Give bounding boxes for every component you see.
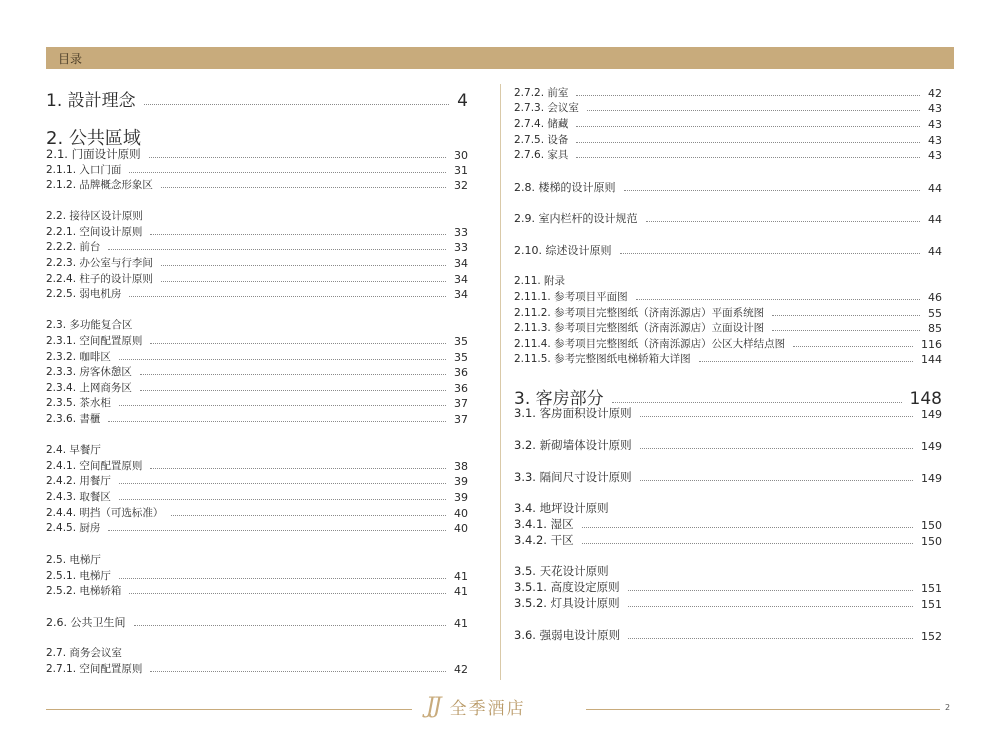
toc-entry-label: 2.2.1. 空间设计原则 (46, 226, 143, 238)
toc-entry-page: 85 (928, 322, 942, 335)
toc-entry-page: 149 (921, 440, 942, 453)
subsection-heading: 2.11. 附录 (514, 275, 566, 287)
toc-entry-label: 3.3. 隔间尺寸设计原则 (514, 470, 632, 484)
toc-entry-page: 55 (928, 307, 942, 320)
column-divider (500, 84, 501, 680)
toc-entry-label: 2.9. 室内栏杆的设计规范 (514, 212, 638, 225)
toc-entry-label: 2.3.5. 茶水柜 (46, 397, 111, 409)
dot-leader (582, 527, 913, 528)
subsection-heading: 2.2. 接待区设计原则 (46, 210, 143, 222)
toc-entry-page: 149 (921, 472, 942, 485)
toc-entry-page: 36 (454, 382, 468, 395)
toc-entry[interactable] (46, 380, 468, 395)
dot-leader (129, 296, 446, 297)
toc-entry[interactable] (514, 516, 942, 532)
subsection-heading: 3.4. 地坪设计原则 (514, 501, 609, 515)
toc-entry-label: 2.1.1. 入口门面 (46, 164, 122, 176)
toc-entry[interactable] (514, 405, 942, 421)
toc-entry-page: 4 (457, 91, 468, 111)
toc-entry-label: 2.3.2. 咖啡区 (46, 351, 111, 363)
toc-entry-page: 36 (454, 366, 468, 379)
toc-entry-page: 41 (454, 585, 468, 598)
subsection-heading: 2.3. 多功能复合区 (46, 319, 133, 331)
toc-entry[interactable] (514, 147, 942, 162)
footer-rule-right (586, 709, 940, 710)
dot-leader (161, 265, 446, 266)
toc-entry[interactable] (514, 437, 942, 453)
dot-leader (140, 374, 446, 375)
toc-entry[interactable] (514, 336, 942, 351)
page-number: 2 (945, 703, 951, 712)
toc-entry-page: 40 (454, 522, 468, 535)
dot-leader (108, 530, 446, 531)
toc-entry-page: 44 (928, 245, 942, 258)
toc-entry-page: 33 (454, 226, 468, 239)
dot-leader (119, 578, 446, 579)
toc-entry-label: 2.6. 公共卫生间 (46, 616, 126, 629)
toc-entry-page: 38 (454, 460, 468, 473)
toc-entry-page: 43 (928, 149, 942, 162)
toc-entry-page: 40 (454, 507, 468, 520)
toc-entry-label: 2.7.1. 空间配置原则 (46, 663, 143, 675)
toc-entry-label: 2.1. 门面设计原则 (46, 147, 141, 161)
toc-entry-label: 2.11.3. 参考项目完整图纸（济南泺源店）立面设计图 (514, 322, 765, 334)
toc-entry-page: 34 (454, 288, 468, 301)
dot-leader (772, 330, 920, 331)
toc-entry-page: 44 (928, 213, 942, 226)
dot-leader (150, 234, 446, 235)
dot-leader (628, 638, 913, 639)
toc-entry-label: 2.7.6. 家具 (514, 149, 569, 161)
dot-leader (171, 515, 446, 516)
toc-title: 目录 (58, 52, 83, 66)
toc-entry[interactable] (514, 320, 942, 335)
toc-entry-label: 2.11.1. 参考项目平面图 (514, 291, 628, 303)
toc-entry-label: 2.4.4. 明挡（可选标准） (46, 507, 164, 519)
toc-entry[interactable] (46, 271, 468, 286)
logo-mark-icon: JJ (426, 693, 440, 719)
toc-entry-label: 2.2.5. 弱电机房 (46, 288, 122, 300)
toc-entry-page: 43 (928, 118, 942, 131)
toc-entry-label: 2.3.3. 房客休憩区 (46, 366, 132, 378)
dot-leader (640, 480, 913, 481)
toc-entry-label: 2.2.2. 前台 (46, 241, 101, 253)
dot-leader (119, 359, 446, 360)
toc-entry[interactable] (46, 458, 468, 473)
toc-entry[interactable] (46, 489, 468, 504)
toc-entry[interactable] (46, 255, 468, 270)
toc-entry-label: 3.6. 强弱电设计原则 (514, 628, 621, 642)
toc-entry[interactable] (46, 162, 468, 177)
toc-entry-label: 2.4.5. 厨房 (46, 522, 101, 534)
toc-entry-label: 2.7.5. 设备 (514, 134, 569, 146)
toc-entry-label: 3.5.2. 灯具设计原则 (514, 596, 620, 610)
toc-entry[interactable] (514, 579, 942, 595)
toc-entry-label: 2.7.3. 会议室 (514, 102, 579, 114)
toc-entry[interactable] (514, 210, 942, 226)
toc-entry[interactable] (514, 351, 942, 366)
toc-entry-page: 35 (454, 351, 468, 364)
toc-entry[interactable] (46, 146, 468, 162)
dot-leader (150, 343, 446, 344)
toc-entry[interactable] (514, 132, 942, 147)
dot-leader (140, 390, 446, 391)
section-heading: 2. 公共區域 (46, 128, 141, 149)
dot-leader (149, 157, 446, 158)
dot-leader (108, 249, 446, 250)
dot-leader (628, 590, 913, 591)
toc-entry[interactable] (46, 333, 468, 348)
toc-entry[interactable] (514, 85, 942, 100)
toc-entry-label: 2.4.2. 用餐厅 (46, 475, 111, 487)
toc-entry-label: 2.11.4. 参考项目完整图纸（济南泺源店）公区大样结点图 (514, 338, 786, 350)
toc-entry-page: 151 (921, 598, 942, 611)
toc-entry[interactable] (46, 661, 468, 676)
toc-entry-label: 2.7.2. 前室 (514, 87, 569, 99)
toc-entry-label: 2.2.3. 办公室与行李间 (46, 257, 153, 269)
toc-entry[interactable] (514, 595, 942, 611)
brand-logo (426, 692, 592, 720)
toc-entry-label: 2.10. 综述设计原则 (514, 244, 612, 257)
toc-entry[interactable] (46, 286, 468, 301)
toc-entry-page: 34 (454, 273, 468, 286)
dot-leader (636, 299, 920, 300)
toc-entry-label: 2.5.1. 电梯厅 (46, 570, 111, 582)
toc-entry-label: 2.1.2. 品牌概念形象区 (46, 179, 153, 191)
toc-entry[interactable] (46, 177, 468, 192)
dot-leader (646, 221, 921, 222)
toc-entry-label: 2.2.4. 柱子的设计原则 (46, 273, 153, 285)
toc-entry-page: 31 (454, 164, 468, 177)
toc-entry-label: 2.4.1. 空间配置原则 (46, 460, 143, 472)
toc-entry-label: 3.2. 新砌墙体设计原则 (514, 438, 632, 452)
dot-leader (150, 671, 446, 672)
toc-entry-page: 41 (454, 617, 468, 630)
subsection-heading: 2.4. 早餐厅 (46, 444, 101, 456)
dot-leader (576, 95, 920, 96)
toc-entry-page: 152 (921, 630, 942, 643)
toc-entry-page: 144 (921, 353, 942, 366)
toc-entry[interactable] (46, 568, 468, 583)
toc-entry-label: 1. 設計理念 (46, 91, 136, 111)
dot-leader (624, 190, 921, 191)
toc-entry-page: 32 (454, 179, 468, 192)
dot-leader (144, 104, 450, 105)
toc-entry[interactable] (46, 349, 468, 364)
toc-entry-page: 43 (928, 102, 942, 115)
toc-entry[interactable] (46, 86, 468, 111)
dot-leader (772, 315, 920, 316)
dot-leader (108, 421, 446, 422)
subsection-heading: 2.5. 电梯厅 (46, 554, 101, 566)
toc-entry[interactable] (46, 364, 468, 379)
brand-name: 全季酒店 (449, 698, 526, 719)
toc-entry[interactable] (46, 473, 468, 488)
toc-entry-label: 2.5.2. 电梯轿箱 (46, 585, 122, 597)
toc-entry-label: 2.3.4. 上网商务区 (46, 382, 132, 394)
toc-entry-label: 2.4.3. 取餐区 (46, 491, 111, 503)
footer-rule-left (46, 709, 412, 710)
toc-entry-label: 3. 客房部分 (514, 389, 604, 409)
dot-leader (161, 281, 446, 282)
toc-entry[interactable] (514, 305, 942, 320)
toc-entry-page: 44 (928, 182, 942, 195)
toc-entry[interactable] (514, 116, 942, 131)
toc-entry[interactable] (46, 239, 468, 254)
toc-entry[interactable] (514, 100, 942, 115)
toc-entry-page: 39 (454, 475, 468, 488)
toc-entry-page: 42 (928, 87, 942, 100)
dot-leader (612, 402, 902, 403)
dot-leader (576, 142, 920, 143)
toc-entry-label: 2.11.2. 参考项目完整图纸（济南泺源店）平面系统图 (514, 307, 765, 319)
dot-leader (129, 172, 446, 173)
dot-leader (699, 361, 913, 362)
toc-entry-page: 116 (921, 338, 942, 351)
toc-entry-page: 150 (921, 535, 942, 548)
subsection-heading: 3.5. 天花设计原则 (514, 564, 609, 578)
toc-entry[interactable] (46, 520, 468, 535)
toc-entry[interactable] (46, 614, 468, 630)
toc-entry-label: 3.4.1. 湿区 (514, 517, 574, 531)
toc-entry-label: 2.3.6. 書櫃 (46, 413, 101, 425)
toc-entry[interactable] (46, 505, 468, 520)
toc-entry-label: 2.8. 楼梯的设计原则 (514, 181, 616, 194)
toc-entry-page: 37 (454, 397, 468, 410)
toc-entry-label: 2.7.4. 储藏 (514, 118, 569, 130)
toc-entry-page: 41 (454, 570, 468, 583)
dot-leader (119, 499, 446, 500)
toc-entry[interactable] (514, 532, 942, 548)
toc-entry-label: 2.11.5. 参考完整图纸电梯轿箱大详图 (514, 353, 691, 365)
dot-leader (640, 416, 913, 417)
toc-entry-page: 149 (921, 408, 942, 421)
toc-entry-page: 148 (909, 389, 942, 409)
toc-entry[interactable] (514, 179, 942, 195)
dot-leader (587, 110, 920, 111)
dot-leader (576, 126, 920, 127)
toc-entry-page: 35 (454, 335, 468, 348)
dot-leader (576, 157, 920, 158)
dot-leader (620, 253, 921, 254)
toc-entry-page: 37 (454, 413, 468, 426)
toc-header-bar (46, 47, 954, 69)
toc-entry-label: 2.3.1. 空间配置原则 (46, 335, 143, 347)
toc-entry-page: 150 (921, 519, 942, 532)
dot-leader (119, 483, 446, 484)
dot-leader (129, 593, 446, 594)
dot-leader (150, 468, 446, 469)
toc-entry-page: 39 (454, 491, 468, 504)
toc-entry[interactable] (514, 242, 942, 258)
toc-entry[interactable] (46, 411, 468, 426)
toc-entry[interactable] (46, 224, 468, 239)
dot-leader (119, 405, 446, 406)
toc-entry-page: 43 (928, 134, 942, 147)
toc-entry[interactable] (46, 583, 468, 598)
toc-entry-page: 46 (928, 291, 942, 304)
toc-entry-page: 33 (454, 241, 468, 254)
toc-entry[interactable] (514, 627, 942, 643)
toc-entry[interactable] (514, 469, 942, 485)
toc-entry-label: 3.1. 客房面积设计原则 (514, 406, 632, 420)
toc-entry[interactable] (514, 289, 942, 304)
toc-entry-label: 3.4.2. 干区 (514, 533, 574, 547)
toc-entry-page: 34 (454, 257, 468, 270)
dot-leader (582, 543, 913, 544)
toc-entry[interactable] (46, 395, 468, 410)
toc-entry-page: 30 (454, 149, 468, 162)
dot-leader (793, 346, 913, 347)
toc-entry-page: 42 (454, 663, 468, 676)
dot-leader (161, 187, 446, 188)
dot-leader (134, 625, 447, 626)
subsection-heading: 2.7. 商务会议室 (46, 647, 122, 659)
dot-leader (628, 606, 913, 607)
toc-entry-label: 3.5.1. 高度设定原则 (514, 580, 620, 594)
dot-leader (640, 448, 913, 449)
toc-entry-page: 151 (921, 582, 942, 595)
